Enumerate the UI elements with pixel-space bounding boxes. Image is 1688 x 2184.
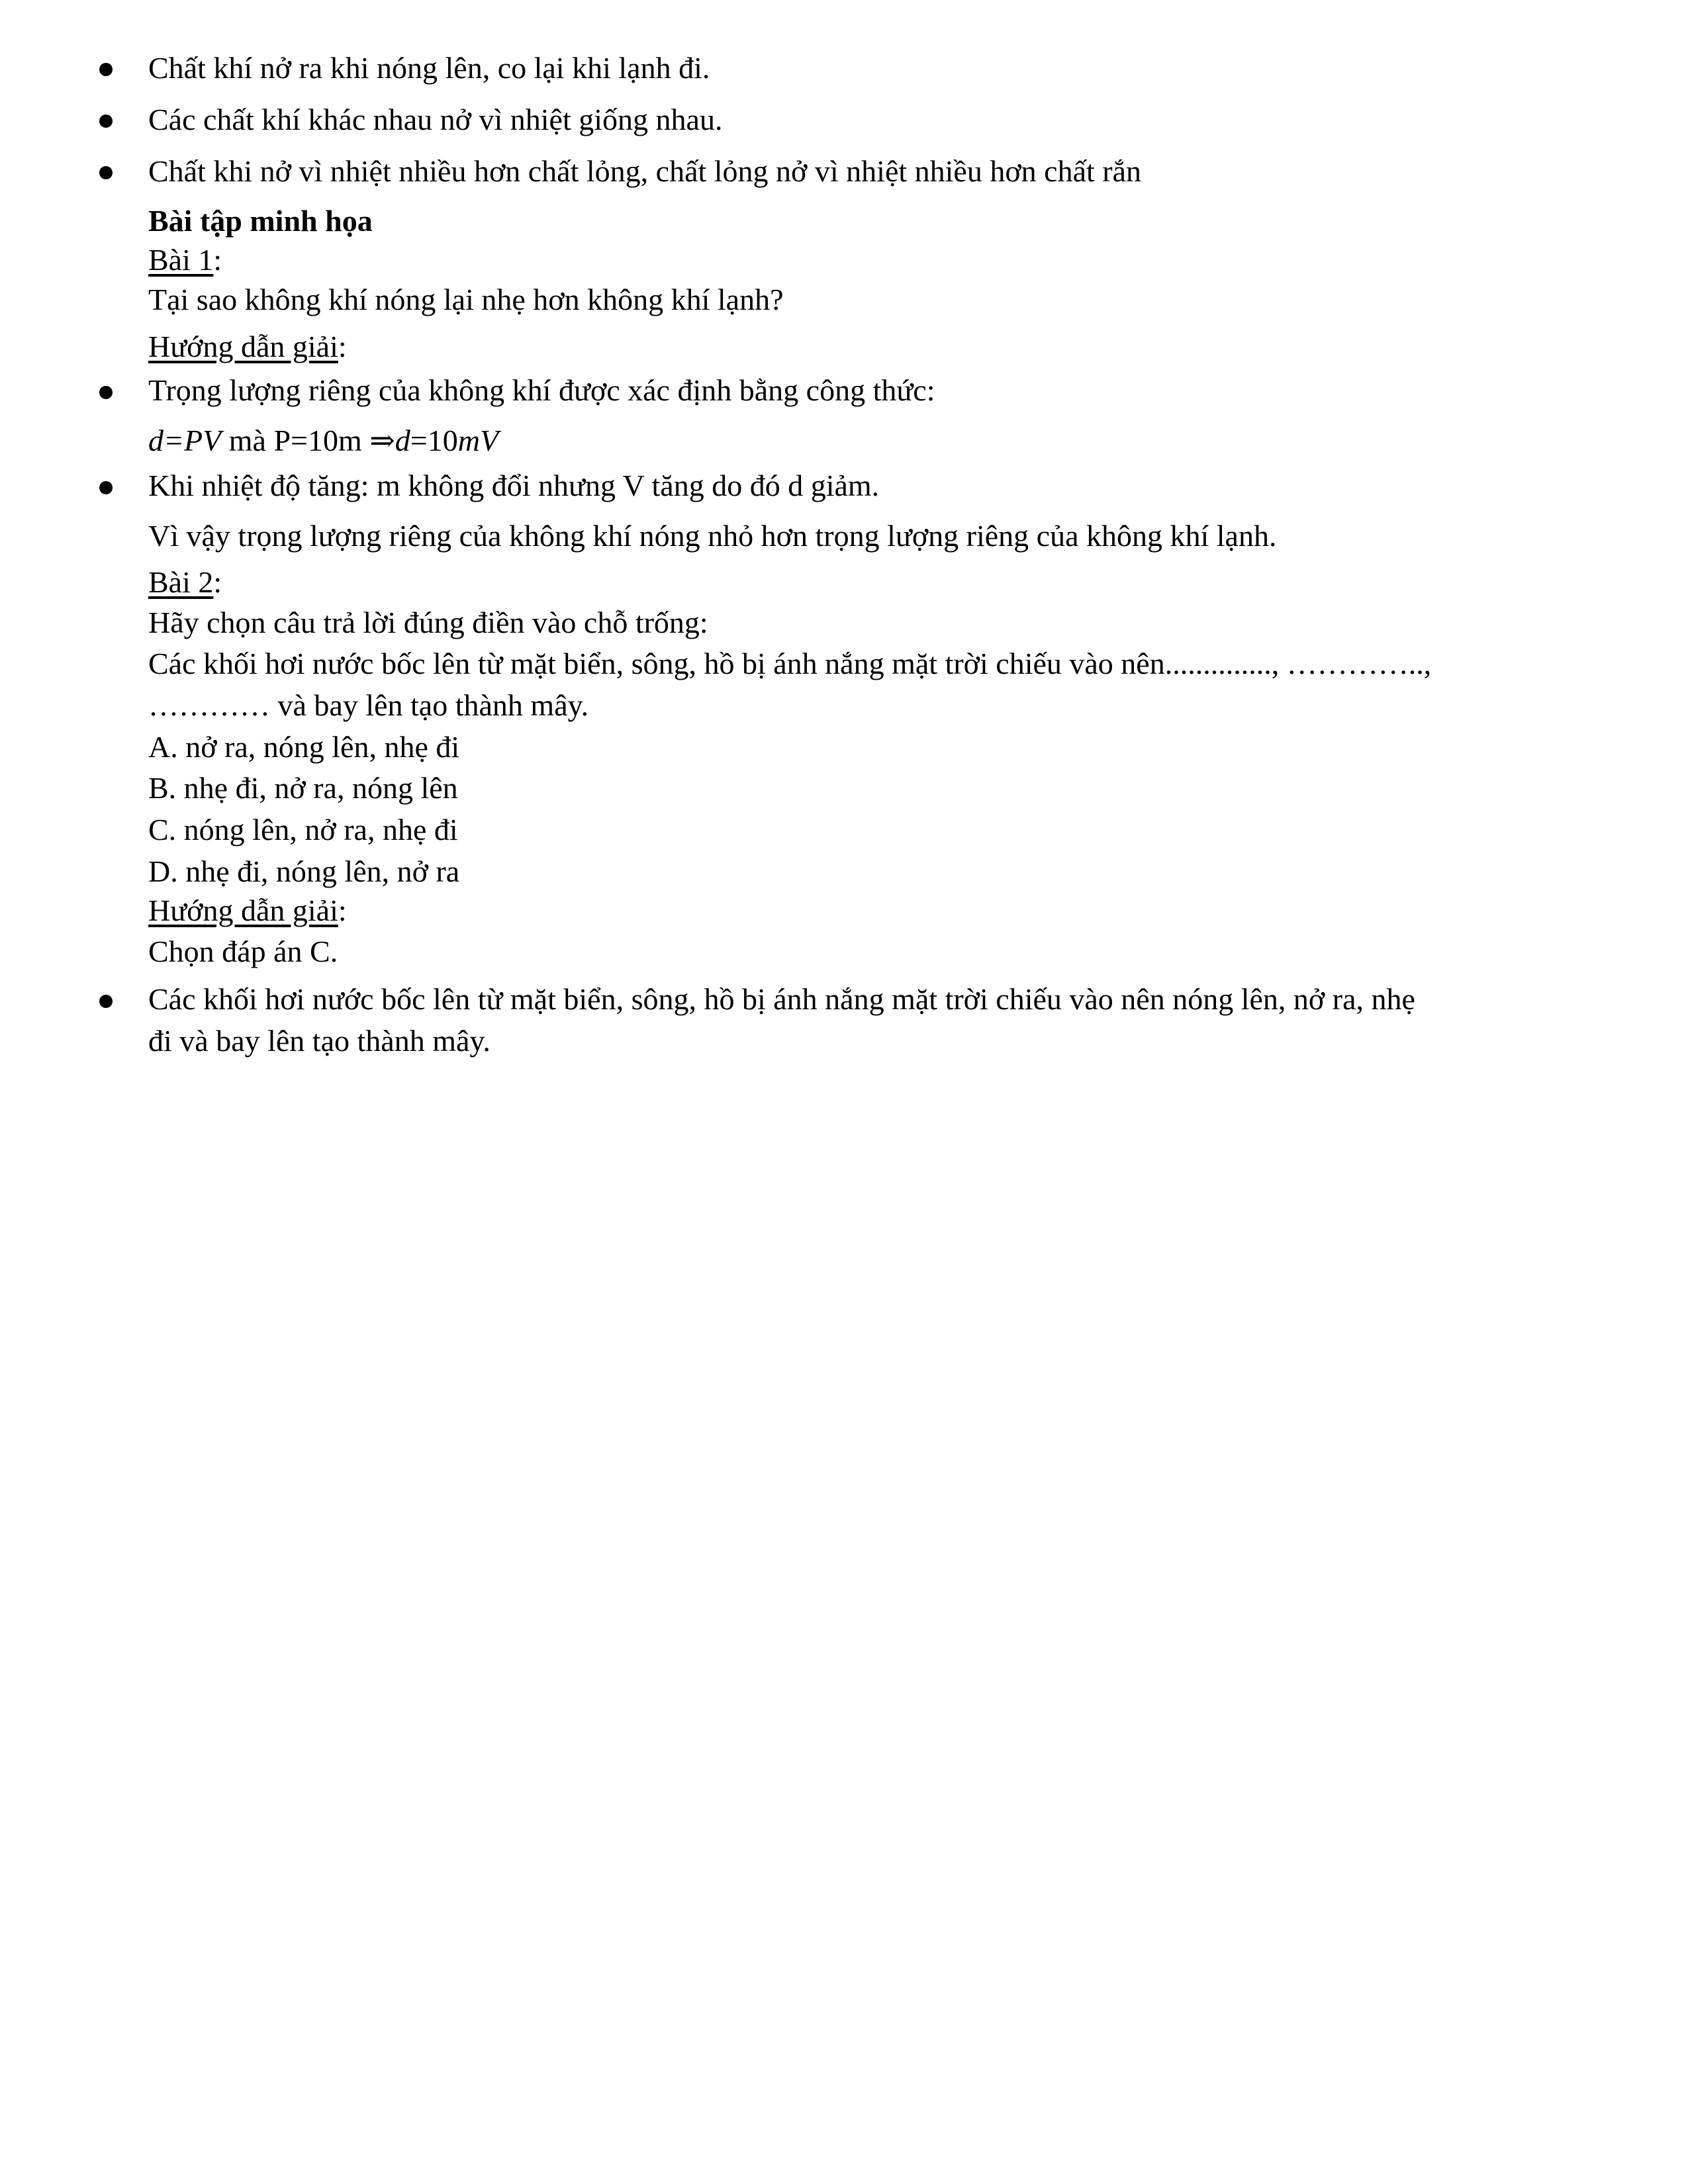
exercise2-explanation-line-2: đi và bay lên tạo thành mây. [148,1024,491,1058]
intro-bullet-3: Chất khi nở vì nhiệt nhiều hơn chất lỏng, chất lỏng nở vì nhiệt nhiều hơn chất rắn [148,154,1142,188]
bullet-icon [99,166,113,179]
exercise2-explanation-line-1: Các khối hơi nước bốc lên từ mặt biển, sông, hồ bị ánh nắng mặt trời chiếu vào nên nóng lên, nở ra, nhẹ [148,982,1415,1016]
exercise1-bullet-2: Khi nhiệt độ tăng: m không đổi nhưng V tăng do đó d giảm. [148,469,880,502]
exercise2-label: Bài 2 [148,565,214,599]
option-b: B. nhẹ đi, nở ra, nóng lên [148,771,458,805]
exercise2-answer: Chọn đáp án C. [148,934,338,968]
exercise2-heading: Bài 2: [148,565,222,599]
formula-part-1: d=PV [148,424,222,457]
exercise1-heading: Bài 1: [148,243,222,277]
bullet-icon [99,386,113,399]
exercise1-solution-heading: Hướng dẫn giải: [148,330,347,363]
exercise2-prompt: Hãy chọn câu trả lời đúng điền vào chỗ trống: [148,606,708,639]
exercise2-solution-label: Hướng dẫn giải [148,893,338,927]
exercise1-formula [148,422,498,459]
section-title: Bài tập minh họa [148,204,373,238]
formula-part-3: d [395,424,410,457]
intro-bullet-1: Chất khí nở ra khi nóng lên, co lại khi lạnh đi. [148,51,710,85]
exercise1-solution-label: Hướng dẫn giải [148,330,338,363]
formula-part-4: =10 [410,424,458,457]
exercise1-bullet-1: Trọng lượng riêng của không khí được xác định bằng công thức: [148,373,935,407]
option-c: C. nóng lên, nở ra, nhẹ đi [148,813,458,846]
option-d: D. nhẹ đi, nóng lên, nở ra [148,854,460,888]
bullet-icon [99,995,113,1008]
bullet-icon [99,114,113,128]
exercise2-solution-heading: Hướng dẫn giải: [148,893,347,927]
exercise1-question: Tại sao không khí nóng lại nhẹ hơn không khí lạnh? [148,283,784,316]
exercise1-label: Bài 1 [148,243,214,277]
option-a: A. nở ra, nóng lên, nhẹ đi [148,730,460,764]
exercise2-sentence-line-1: Các khối hơi nước bốc lên từ mặt biển, sông, hồ bị ánh nắng mặt trời chiếu vào nên.............., ………….., [148,647,1432,680]
bullet-icon [99,481,113,494]
exercise1-conclusion: Vì vậy trọng lượng riêng của không khí nóng nhỏ hơn trọng lượng riêng của không khí lạnh. [148,519,1277,553]
formula-part-5: mV [457,424,499,457]
exercise2-sentence-line-2: ………… và bay lên tạo thành mây. [148,688,589,722]
intro-bullet-2: Các chất khí khác nhau nở vì nhiệt giống nhau. [148,103,723,136]
formula-part-2: mà P=10m ⇒ [221,424,395,457]
bullet-icon [99,63,113,76]
